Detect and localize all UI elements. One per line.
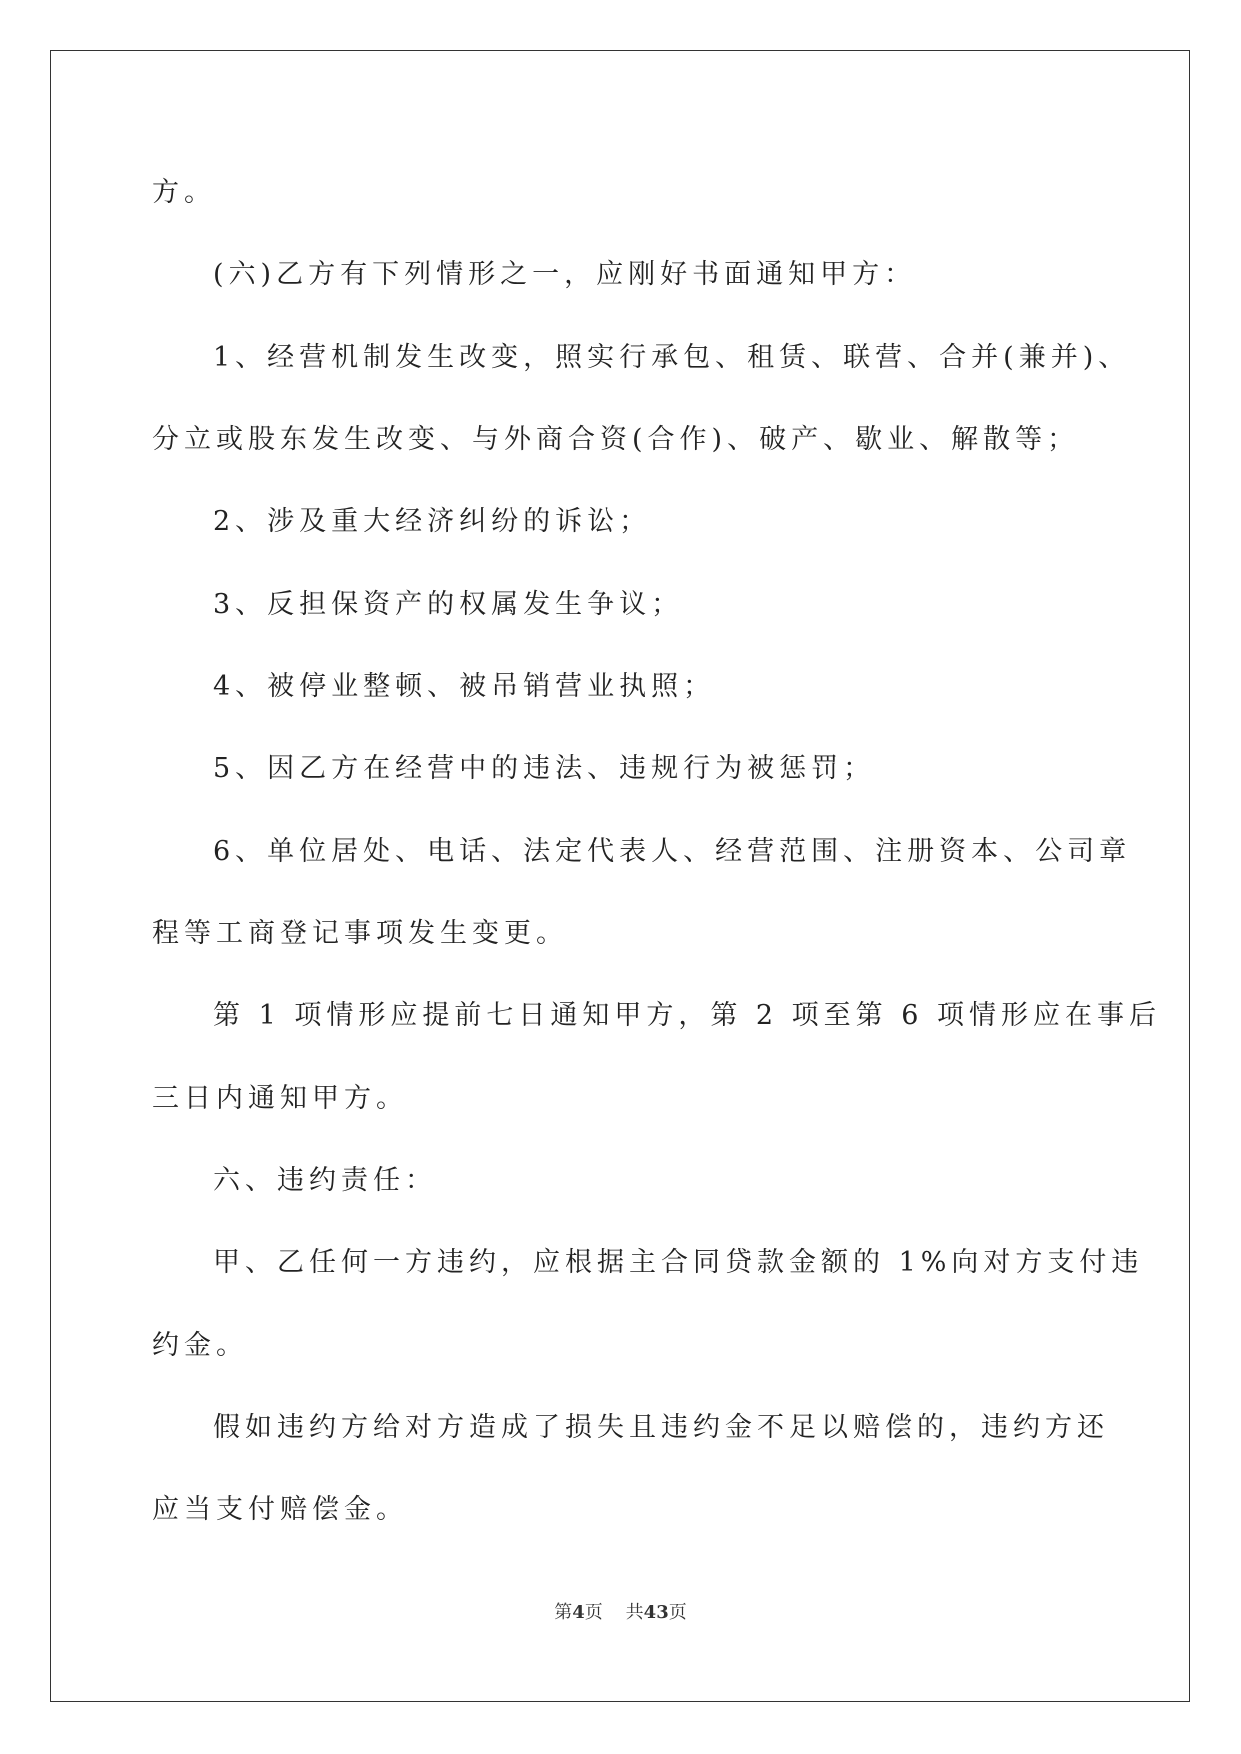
total-prefix: 共	[625, 1602, 644, 1623]
total-suffix: 页	[668, 1602, 687, 1623]
text-line-11: 第 1 项情形应提前七日通知甲方，第 2 项至第 6 项情形应在事后	[213, 1000, 1162, 1031]
page-prefix: 第	[554, 1602, 573, 1623]
text-line-3: 1、经营机制发生改变，照实行承包、租赁、联营、合并(兼并)、	[213, 342, 1131, 373]
text-line-4: 分立或股东发生改变、与外商合资(合作)、破产、歇业、解散等；	[152, 424, 1080, 455]
page-footer	[0, 1598, 1241, 1624]
text-line-16: 假如违约方给对方造成了损失且违约金不足以赔偿的，违约方还	[213, 1412, 1109, 1443]
text-line-17: 应当支付赔偿金。	[152, 1494, 408, 1525]
text-line-8: 5、因乙方在经营中的违法、违规行为被惩罚；	[213, 753, 876, 784]
text-line-1: 方。	[152, 177, 216, 208]
text-line-15: 约金。	[152, 1330, 248, 1361]
text-line-6: 3、反担保资产的权属发生争议；	[213, 589, 684, 620]
text-line-7: 4、被停业整顿、被吊销营业执照；	[213, 671, 716, 702]
page-number: 4	[572, 1602, 585, 1623]
page-suffix: 页	[584, 1602, 603, 1623]
page-border	[50, 50, 1190, 1702]
text-line-12: 三日内通知甲方。	[152, 1083, 408, 1114]
text-line-2: (六)乙方有下列情形之一，应刚好书面通知甲方：	[213, 259, 917, 290]
text-line-9: 6、单位居处、电话、法定代表人、经营范围、注册资本、公司章	[213, 836, 1132, 867]
text-line-14: 甲、乙任何一方违约，应根据主合同贷款金额的 1%向对方支付违	[213, 1247, 1144, 1278]
total-pages: 43	[643, 1602, 669, 1623]
section-heading: 六、违约责任：	[213, 1165, 437, 1196]
text-line-10: 程等工商登记事项发生变更。	[152, 918, 568, 949]
text-line-5: 2、涉及重大经济纠纷的诉讼；	[213, 506, 652, 537]
